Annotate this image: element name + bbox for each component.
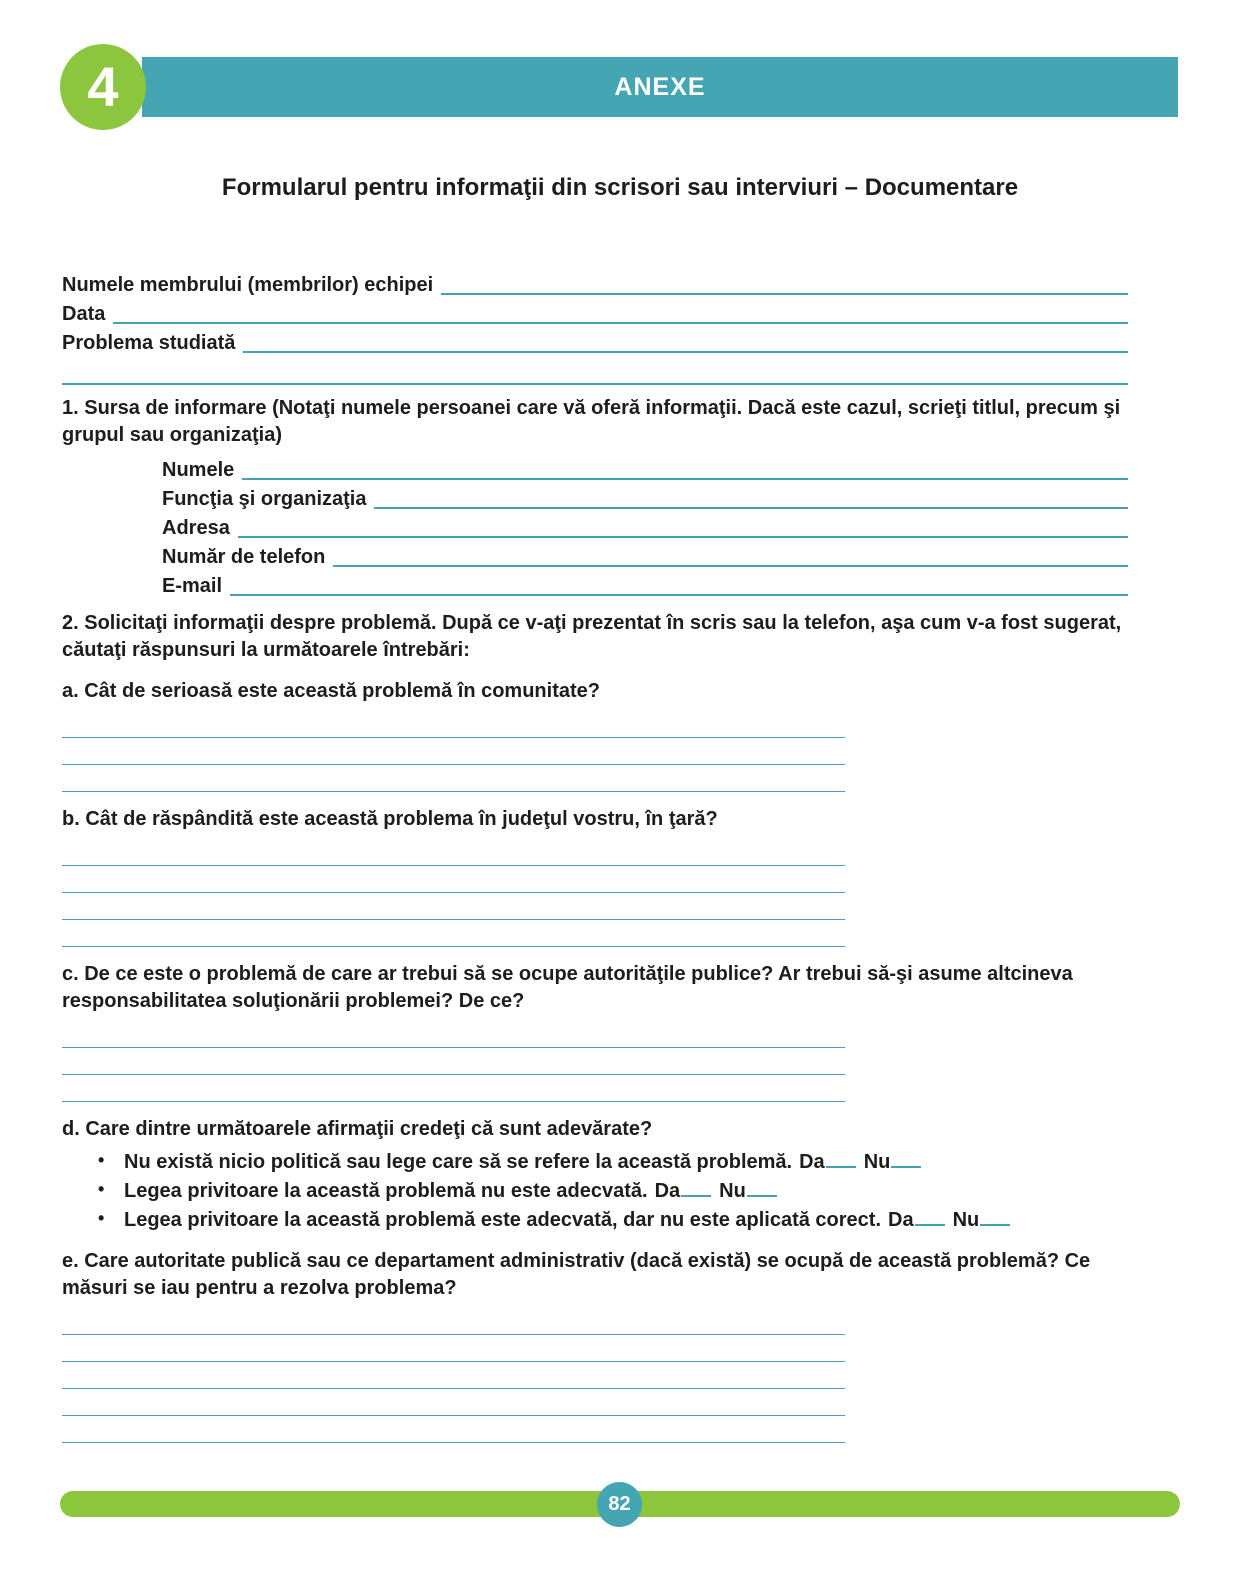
source-fields	[162, 455, 1128, 600]
nu-label: Nu	[952, 1209, 980, 1231]
header-banner	[142, 57, 1178, 117]
section1-heading: 1. Sursa de informare (Notaţi numele persoanei care vă oferă informaţii. Dacă este cazul, scrieţi titlul, precum şi grupul sau organizaţia)	[62, 397, 1121, 446]
question-text: c. De ce este o problemă de care ar trebui să se ocupe autorităţile publice? Ar trebui să-şi asume altcineva responsabilitatea soluţionării problemei? De ce?	[62, 963, 1073, 1012]
form-content	[62, 270, 1128, 1443]
page-number-badge	[597, 1482, 642, 1527]
question-c	[62, 961, 1128, 1102]
answer-line	[62, 839, 845, 866]
section2-heading: 2. Solicitaţi informaţii despre problemă. După ce v-aţi prezentat în scris sau la telefon, aşa cum v-a fost sugerat, căutaţi răspunsuri la următoarele întrebări:	[62, 612, 1122, 661]
field-row	[62, 270, 1128, 299]
field-label: Funcţia şi organizaţia	[162, 488, 367, 510]
write-line	[238, 536, 1128, 538]
answer-line	[62, 765, 845, 792]
answer-lines	[62, 1021, 1128, 1102]
nu-blank	[980, 1212, 1010, 1226]
answer-lines	[62, 1308, 1128, 1443]
bullet-item	[98, 1178, 1128, 1205]
question-a	[62, 678, 1128, 792]
da-blank	[681, 1183, 711, 1197]
da-label: Da	[799, 1151, 825, 1173]
chapter-number: 4	[87, 55, 119, 118]
field-label: Problema studiată	[62, 332, 236, 354]
field-label: Numele	[162, 459, 235, 481]
answer-line	[62, 1362, 845, 1389]
da-blank	[915, 1212, 945, 1226]
answer-line	[62, 1308, 845, 1335]
field-label: Data	[62, 303, 106, 325]
nu-blank	[747, 1183, 777, 1197]
field-row	[162, 484, 1128, 513]
bullet-statement: Legea privitoare la această problemă este adecvată, dar nu este aplicată corect.	[124, 1209, 882, 1231]
bullet-list	[62, 1149, 1128, 1234]
answer-line	[62, 1416, 845, 1443]
bullet-icon: •	[98, 1208, 105, 1228]
write-line	[333, 565, 1128, 567]
answer-line	[62, 1021, 845, 1048]
field-row	[162, 455, 1128, 484]
blank-line-full	[62, 357, 1128, 385]
question-text: b. Cât de răspândită este această problema în judeţul vostru, în ţară?	[62, 808, 718, 830]
bullet-statement: Legea privitoare la această problemă nu este adecvată.	[124, 1180, 648, 1202]
field-row	[62, 328, 1128, 357]
da-label: Da	[654, 1180, 681, 1202]
field-row	[162, 513, 1128, 542]
nu-label: Nu	[863, 1151, 891, 1173]
nu-blank	[891, 1154, 921, 1168]
field-row	[162, 542, 1128, 571]
bullet-item	[98, 1149, 1128, 1176]
field-label: E-mail	[162, 575, 223, 597]
question-text: e. Care autoritate publică sau ce departament administrativ (dacă există) se ocupă de această problemă? Ce măsuri se iau pentru a rezolva problema?	[62, 1250, 1091, 1299]
write-line	[113, 322, 1128, 324]
page-number: 82	[608, 1493, 631, 1515]
write-line	[374, 507, 1128, 509]
field-row	[162, 571, 1128, 600]
answer-line	[62, 866, 845, 893]
top-fields	[62, 270, 1128, 357]
question-d	[62, 1116, 1128, 1234]
answer-line	[62, 920, 845, 947]
field-label: Adresa	[162, 517, 230, 539]
answer-line	[62, 893, 845, 920]
write-line	[230, 594, 1128, 596]
da-blank	[826, 1154, 856, 1168]
bullet-statement: Nu există nicio politică sau lege care să se refere la această problemă.	[124, 1151, 793, 1173]
field-label: Număr de telefon	[162, 546, 326, 568]
da-label: Da	[888, 1209, 914, 1231]
answer-line	[62, 1048, 845, 1075]
answer-line	[62, 1075, 845, 1102]
write-line	[243, 351, 1128, 353]
question-text: a. Cât de serioasă este această problemă în comunitate?	[62, 680, 600, 702]
answer-line	[62, 1335, 845, 1362]
nu-label: Nu	[719, 1180, 746, 1202]
questions	[62, 678, 1128, 1443]
question-b	[62, 806, 1128, 947]
form-title: Formularul pentru informaţii din scrisori sau interviuri – Documentare	[221, 174, 1019, 201]
bullet-icon: •	[98, 1179, 105, 1199]
answer-lines	[62, 839, 1128, 947]
answer-line	[62, 1389, 845, 1416]
bullet-icon: •	[98, 1150, 105, 1170]
field-label: Numele membrului (membrilor) echipei	[62, 274, 434, 296]
banner-title: ANEXE	[614, 72, 706, 101]
write-line	[242, 478, 1128, 480]
answer-lines	[62, 711, 1128, 792]
question-text: d. Care dintre următoarele afirmaţii credeţi că sunt adevărate?	[62, 1118, 653, 1140]
field-row	[62, 299, 1128, 328]
question-e	[62, 1248, 1128, 1443]
answer-line	[62, 738, 845, 765]
write-line	[441, 293, 1128, 295]
bullet-item	[98, 1207, 1128, 1234]
answer-line	[62, 711, 845, 738]
chapter-number-badge	[60, 44, 146, 130]
